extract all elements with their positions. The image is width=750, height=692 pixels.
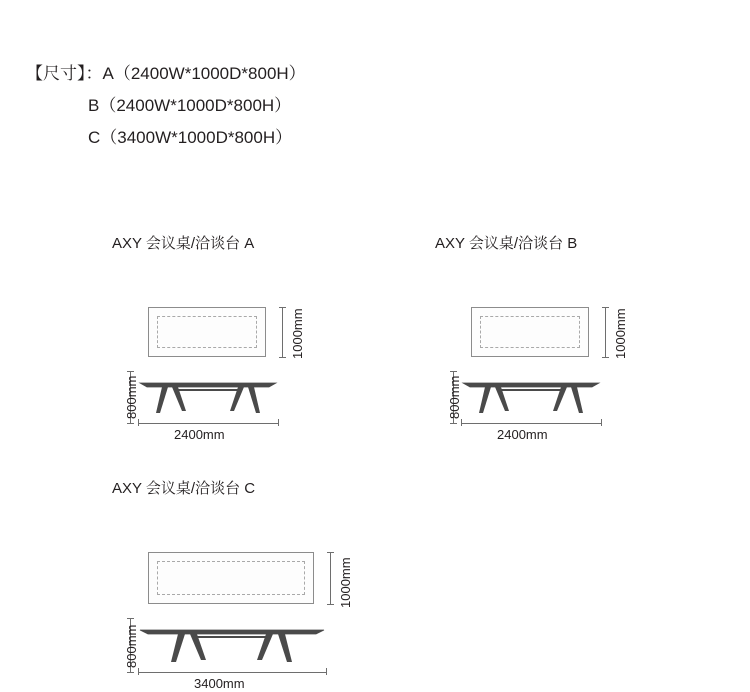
figure-c-height-tick-top [127, 618, 134, 619]
figure-b [435, 232, 645, 442]
figure-b-title: AXY 会议桌/洽谈台 B [435, 235, 578, 252]
figure-a-depth-label: 1000mm [290, 308, 305, 359]
figure-b-depth-tick-bottom [602, 357, 609, 358]
figure-c-width-label: 3400mm [194, 676, 245, 691]
figure-a-depth-tick-bottom [279, 357, 286, 358]
figure-a-diagram [112, 267, 322, 442]
figure-b-height-tick-bottom [450, 423, 457, 424]
figure-a-width-tick-left [138, 419, 139, 426]
figure-b-width-tick-right [601, 419, 602, 426]
figure-c-width-tick-left [138, 668, 139, 675]
figure-c-width-dim-line [138, 672, 326, 673]
figure-a-width-dim-line [138, 423, 278, 424]
dimension-spec-block [26, 58, 306, 154]
figure-a-width-tick-right [278, 419, 279, 426]
figure-b-depth-dim-line [605, 307, 606, 357]
figure-b-height-label: 800mm [447, 375, 462, 419]
figure-b-top-view [471, 307, 589, 357]
figure-c-top-view [148, 552, 314, 604]
figure-c [112, 477, 362, 692]
figure-b-depth-label: 1000mm [613, 308, 628, 359]
figure-b-width-dim-line [461, 423, 601, 424]
figure-c-width-tick-right [326, 668, 327, 675]
figure-c-title: AXY 会议桌/洽谈台 C [112, 480, 256, 497]
figure-b-top-view-inner [480, 316, 580, 348]
figure-c-height-label: 800mm [124, 624, 139, 668]
figure-a [112, 232, 322, 442]
figure-c-diagram [112, 512, 362, 692]
figure-a-side-view [138, 377, 278, 415]
figure-a-height-label: 800mm [124, 375, 139, 419]
figure-a-depth-tick-top [279, 307, 286, 308]
figure-a-height-tick-top [127, 371, 134, 372]
figure-a-depth-dim-line [282, 307, 283, 357]
figure-b-diagram [435, 267, 645, 442]
figure-c-depth-dim-line [330, 552, 331, 604]
figure-c-height-tick-bottom [127, 672, 134, 673]
figure-a-title: AXY 会议桌/洽谈台 A [112, 235, 255, 252]
figure-c-depth-label: 1000mm [338, 557, 353, 608]
figure-c-top-view-inner [157, 561, 305, 595]
spec-line-c: C（3400W*1000D*800H） [88, 128, 293, 147]
figure-b-height-tick-top [450, 371, 457, 372]
figure-a-top-view [148, 307, 266, 357]
figure-c-depth-tick-bottom [327, 604, 334, 605]
spec-line-b: B（2400W*1000D*800H） [88, 96, 292, 115]
figure-a-top-view-inner [157, 316, 257, 348]
figure-b-width-label: 2400mm [497, 427, 548, 442]
figure-b-width-tick-left [461, 419, 462, 426]
figure-c-depth-tick-top [327, 552, 334, 553]
figure-a-width-label: 2400mm [174, 427, 225, 442]
figure-a-height-tick-bottom [127, 423, 134, 424]
figure-c-side-view [138, 624, 326, 664]
figure-b-depth-tick-top [602, 307, 609, 308]
figure-b-side-view [461, 377, 601, 415]
spec-line-a: 【尺寸】：A（2400W*1000D*800H） [26, 64, 306, 83]
